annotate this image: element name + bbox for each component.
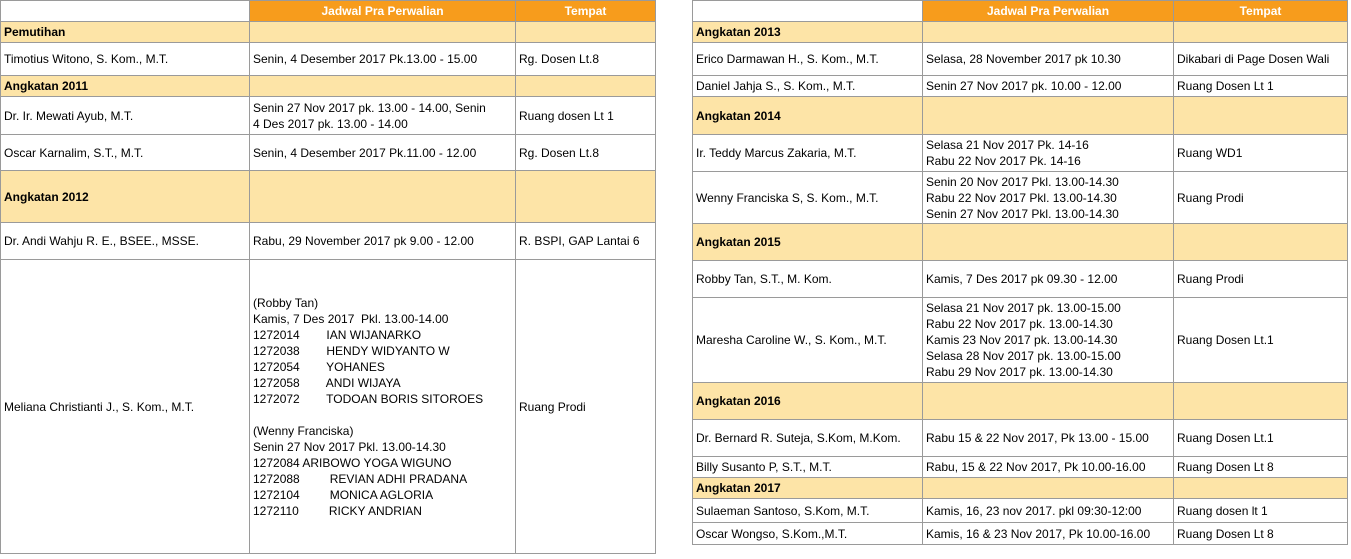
lecturer-name: Sulaeman Santoso, S.Kom, M.T. (693, 499, 923, 523)
header-row (1, 1, 656, 22)
group-label: Angkatan 2015 (693, 224, 923, 261)
schedule-line: Kamis, 7 Des 2017 Pkl. 13.00-14.00 (253, 311, 449, 326)
table-row (693, 261, 1348, 298)
schedule-line: Senin 27 Nov 2017 Pkl. 13.00-14.30 (926, 206, 1119, 221)
student-line: 1272110 RICKY ANDRIAN (253, 503, 422, 518)
header-schedule: Jadwal Pra Perwalian (923, 1, 1174, 22)
place-cell: Ruang Dosen Lt 8 (1174, 523, 1348, 545)
lecturer-name: Erico Darmawan H., S. Kom., M.T. (693, 43, 923, 76)
group-row (1, 171, 656, 223)
header-place: Tempat (516, 1, 656, 22)
student-line: 1272058 ANDI WIJAYA (253, 375, 401, 390)
header-schedule: Jadwal Pra Perwalian (250, 1, 516, 22)
header-place: Tempat (1174, 1, 1348, 22)
place-cell: Ruang Prodi (1174, 172, 1348, 224)
group-row (693, 22, 1348, 43)
group-row (1, 76, 656, 97)
student-line: 1272088 REVIAN ADHI PRADANA (253, 471, 468, 486)
group-row (693, 224, 1348, 261)
schedule-line: Rabu 22 Nov 2017 Pk. 14-16 (926, 154, 1081, 168)
group-label: Angkatan 2013 (693, 22, 923, 43)
table-row (693, 499, 1348, 523)
schedule-line: (Robby Tan) (253, 295, 319, 310)
group-label: Angkatan 2014 (693, 97, 923, 135)
schedule-cell: Senin 27 Nov 2017 pk. 10.00 - 12.00 (923, 76, 1174, 97)
schedule-cell: Rabu, 29 November 2017 pk 9.00 - 12.00 (250, 223, 516, 260)
table-row (1, 135, 656, 171)
schedule-cell: Kamis, 16, 23 nov 2017. pkl 09:30-12:00 (923, 499, 1174, 523)
schedule-cell: Selasa, 28 November 2017 pk 10.30 (923, 43, 1174, 76)
schedule-line: Rabu 22 Nov 2017 Pkl. 13.00-14.30 (926, 190, 1117, 205)
schedule-line: Selasa 28 Nov 2017 pk. 13.00-15.00 (926, 349, 1121, 363)
place-cell: Ruang dosen lt 1 (1174, 499, 1348, 523)
group-label: Angkatan 2017 (693, 478, 923, 499)
table-row (693, 172, 1348, 224)
table-row (693, 523, 1348, 545)
group-label: Angkatan 2016 (693, 383, 923, 420)
schedule-cell (923, 298, 1174, 383)
schedule-line: Kamis 23 Nov 2017 pk. 13.00-14.30 (926, 333, 1118, 347)
group-row (693, 383, 1348, 420)
student-line: 1272084 ARIBOWO YOGA WIGUNO (253, 455, 452, 470)
lecturer-name: Dr. Andi Wahju R. E., BSEE., MSSE. (1, 223, 250, 260)
place-cell: Ruang Dosen Lt 8 (1174, 457, 1348, 478)
spacer-line (253, 407, 512, 423)
place-cell: Ruang Prodi (1174, 261, 1348, 298)
schedule-cell (923, 172, 1174, 224)
right-schedule-table (692, 0, 1348, 545)
schedule-cell: Senin, 4 Desember 2017 Pk.11.00 - 12.00 (250, 135, 516, 171)
table-row (693, 420, 1348, 457)
table-row (693, 76, 1348, 97)
lecturer-name: Dr. Bernard R. Suteja, S.Kom, M.Kom. (693, 420, 923, 457)
student-line: 1272104 MONICA AGLORIA (253, 487, 434, 502)
left-schedule-table (0, 0, 656, 554)
table-row (693, 457, 1348, 478)
lecturer-name: Wenny Franciska S, S. Kom., M.T. (693, 172, 923, 224)
schedule-line: Senin 20 Nov 2017 Pkl. 13.00-14.30 (926, 174, 1119, 189)
table-row (1, 97, 656, 135)
lecturer-name: Robby Tan, S.T., M. Kom. (693, 261, 923, 298)
lecturer-name: Ir. Teddy Marcus Zakaria, M.T. (693, 135, 923, 172)
student-line: 1272054 YOHANES (253, 359, 385, 374)
header-blank (693, 1, 923, 22)
place-cell: R. BSPI, GAP Lantai 6 (516, 223, 656, 260)
student-line: 1272072 TODOAN BORIS SITOROES (253, 391, 484, 406)
lecturer-name: Daniel Jahja S., S. Kom., M.T. (693, 76, 923, 97)
place-cell: Ruang Dosen Lt 1 (1174, 76, 1348, 97)
schedule-line: (Wenny Franciska) (253, 423, 354, 438)
group-label: Pemutihan (1, 22, 250, 43)
table-row (693, 135, 1348, 172)
lecturer-name: Oscar Karnalim, S.T., M.T. (1, 135, 250, 171)
schedule-cell (250, 97, 516, 135)
lecturer-name: Oscar Wongso, S.Kom.,M.T. (693, 523, 923, 545)
schedule-cell: Senin, 4 Desember 2017 Pk.13.00 - 15.00 (250, 43, 516, 76)
lecturer-name: Billy Susanto P, S.T., M.T. (693, 457, 923, 478)
schedule-line: Selasa 21 Nov 2017 pk. 13.00-15.00 (926, 301, 1121, 315)
table-row (693, 43, 1348, 76)
table-row (1, 260, 656, 554)
group-row (693, 478, 1348, 499)
header-row (693, 1, 1348, 22)
group-row (1, 22, 656, 43)
header-blank (1, 1, 250, 22)
schedule-line: Rabu 29 Nov 2017 pk. 13.00-14.30 (926, 365, 1113, 379)
place-cell: Ruang WD1 (1174, 135, 1348, 172)
place-cell: Ruang Prodi (516, 260, 656, 554)
schedule-cell: Kamis, 16 & 23 Nov 2017, Pk 10.00-16.00 (923, 523, 1174, 545)
lecturer-name: Timotius Witono, S. Kom., M.T. (1, 43, 250, 76)
schedule-cell (250, 260, 516, 554)
schedule-cell (923, 135, 1174, 172)
group-row (693, 97, 1348, 135)
place-cell: Ruang Dosen Lt.1 (1174, 298, 1348, 383)
place-cell: Dikabari di Page Dosen Wali (1174, 43, 1348, 76)
place-cell: Ruang dosen Lt 1 (516, 97, 656, 135)
schedule-cell: Rabu, 15 & 22 Nov 2017, Pk 10.00-16.00 (923, 457, 1174, 478)
group-label: Angkatan 2011 (1, 76, 250, 97)
schedule-cell: Rabu 15 & 22 Nov 2017, Pk 13.00 - 15.00 (923, 420, 1174, 457)
place-cell: Ruang Dosen Lt.1 (1174, 420, 1348, 457)
table-row (693, 298, 1348, 383)
schedule-cell: Kamis, 7 Des 2017 pk 09.30 - 12.00 (923, 261, 1174, 298)
lecturer-name: Maresha Caroline W., S. Kom., M.T. (693, 298, 923, 383)
schedule-line: 4 Des 2017 pk. 13.00 - 14.00 (253, 116, 408, 131)
table-row (1, 43, 656, 76)
student-line: 1272038 HENDY WIDYANTO W (253, 343, 450, 358)
schedule-line: Selasa 21 Nov 2017 Pk. 14-16 (926, 138, 1089, 152)
place-cell: Rg. Dosen Lt.8 (516, 43, 656, 76)
schedule-line: Senin 27 Nov 2017 pk. 13.00 - 14.00, Senin (253, 100, 486, 115)
table-row (1, 223, 656, 260)
place-cell: Rg. Dosen Lt.8 (516, 135, 656, 171)
group-label: Angkatan 2012 (1, 171, 250, 223)
lecturer-name: Dr. Ir. Mewati Ayub, M.T. (1, 97, 250, 135)
schedule-line: Senin 27 Nov 2017 Pkl. 13.00-14.30 (253, 439, 446, 454)
lecturer-name: Meliana Christianti J., S. Kom., M.T. (1, 260, 250, 554)
schedule-line: Rabu 22 Nov 2017 pk. 13.00-14.30 (926, 317, 1113, 331)
student-line: 1272014 IAN WIJANARKO (253, 327, 422, 342)
